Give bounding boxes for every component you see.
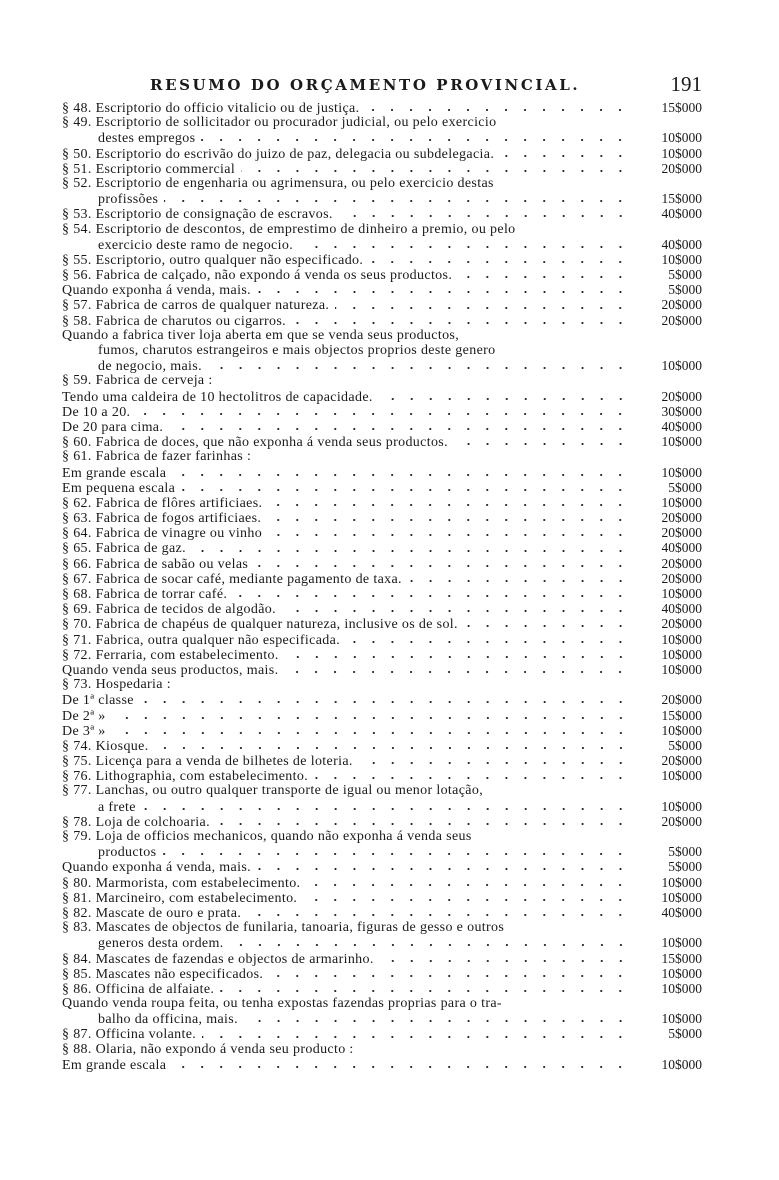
item-text: Em grande escala (62, 465, 167, 481)
list-item (62, 465, 702, 480)
dot-leader (454, 442, 630, 446)
item-amount: 40$000 (661, 206, 702, 222)
dot-leader (230, 943, 630, 947)
item-text: § 82. Mascate de ouro e prata. (62, 905, 242, 921)
list-item (62, 966, 702, 981)
list-item (62, 1011, 702, 1026)
list-item (62, 677, 702, 692)
dot-leader (268, 533, 630, 537)
list-item (62, 252, 702, 267)
list-item (62, 146, 702, 161)
item-text: § 74. Kiosque. (62, 738, 149, 754)
item-text: destes empregos (98, 131, 196, 147)
dot-leader (254, 564, 630, 568)
dot-leader (306, 883, 630, 887)
dot-leader (458, 275, 630, 279)
item-amount: 20$000 (661, 555, 702, 571)
list-item (62, 632, 702, 647)
item-text: § 67. Fabrica de socar café, mediante pagamento de taxa. (62, 571, 402, 587)
item-text: § 49. Escriptorio de sollicitador ou procurador judicial, ou pelo exercicio (62, 115, 497, 131)
item-text: § 83. Mascates de objectos de funilaria, tanoaria, figuras de gesso e outros (62, 920, 505, 936)
list-item (62, 1026, 702, 1041)
item-text: Quando a fabrica tiver loja aberta em que se venda seus productos, (62, 327, 460, 343)
dot-leader (268, 503, 630, 507)
dot-leader (169, 427, 630, 431)
item-text: § 59. Fabrica de cerveja : (62, 373, 213, 389)
item-text: a frete (98, 799, 136, 815)
list-item (62, 662, 702, 677)
dot-leader (292, 321, 630, 325)
item-text: § 62. Fabrica de flôres artificiaes. (62, 495, 263, 511)
list-item (62, 753, 702, 768)
list-item (62, 768, 702, 783)
item-amount: 10$000 (661, 631, 702, 647)
dot-leader (162, 852, 630, 856)
item-amount: 10$000 (661, 980, 702, 996)
item-amount: 30$000 (661, 403, 702, 419)
list-item (62, 951, 702, 966)
item-text: exercicio deste ramo de negocio. (98, 237, 294, 253)
list-item (62, 616, 702, 631)
item-text: fumos, charutos estrangeiros e mais objectos proprios deste genero (98, 343, 496, 358)
item-text: Quando venda roupa feita, ou tenha expostas fazendas proprias para o tra- (62, 996, 502, 1012)
list-item (62, 267, 702, 282)
item-text: § 57. Fabrica de carros de qualquer natureza. (62, 298, 330, 314)
list-item (62, 1057, 702, 1072)
item-amount: 20$000 (661, 388, 702, 404)
list-item (62, 1042, 702, 1057)
list-item (62, 237, 702, 252)
list-item (62, 525, 702, 540)
list-item (62, 586, 702, 601)
list-item (62, 297, 702, 312)
dot-leader (359, 761, 630, 765)
dot-leader (284, 670, 630, 674)
list-item (62, 222, 702, 237)
list-item (62, 115, 702, 130)
item-amount: 15$000 (661, 950, 702, 966)
dot-leader (314, 776, 630, 780)
item-text: § 58. Fabrica de charutos ou cigarros. (62, 313, 287, 329)
item-amount: 20$000 (661, 525, 702, 541)
dot-leader (216, 822, 630, 826)
item-amount: 10$000 (661, 130, 702, 146)
list-item (62, 814, 702, 829)
item-text: Tendo uma caldeira de 10 hectolitros de capacidade. (62, 389, 373, 405)
list-item (62, 540, 702, 555)
item-amount: 10$000 (661, 1011, 702, 1027)
list-item (62, 419, 702, 434)
item-amount: 20$000 (661, 570, 702, 586)
item-text: § 86. Officina de alfaiate. (62, 981, 215, 997)
item-amount: 10$000 (661, 434, 702, 450)
list-item (62, 890, 702, 905)
list-item (62, 495, 702, 510)
item-text: productos (98, 845, 157, 861)
dot-leader (365, 108, 630, 112)
dot-leader (155, 746, 630, 750)
item-text: § 78. Loja de colchoaria. (62, 814, 210, 830)
dot-leader (208, 366, 630, 370)
list-item (62, 571, 702, 586)
dot-leader (172, 473, 630, 477)
item-text: § 73. Hospedaria : (62, 677, 171, 693)
item-amount: 20$000 (661, 297, 702, 313)
item-amount: 20$000 (661, 510, 702, 526)
dot-leader (172, 1065, 630, 1069)
item-amount: 40$000 (661, 601, 702, 617)
item-amount: 10$000 (661, 935, 702, 951)
dot-leader (244, 1019, 630, 1023)
dot-leader (112, 716, 630, 720)
dot-leader (257, 290, 630, 294)
item-amount: 5$000 (668, 844, 702, 860)
list-item (62, 738, 702, 753)
dot-leader (140, 700, 630, 704)
item-text: § 85. Mascates não especificados. (62, 966, 264, 982)
item-amount: 10$000 (661, 586, 702, 601)
item-amount: 10$000 (661, 965, 702, 981)
list-item (62, 389, 702, 404)
list-item (62, 328, 702, 343)
item-text: § 80. Marmorista, com estabelecimento. (62, 875, 301, 891)
dot-leader (112, 731, 630, 735)
item-text: generos desta ordem. (98, 936, 224, 952)
item-text: § 63. Fabrica de fogos artificiaes. (62, 511, 262, 527)
item-text: Quando venda seus productos, mais. (62, 662, 279, 678)
list-item (62, 829, 702, 844)
item-amount: 10$000 (661, 494, 702, 510)
item-amount: 15$000 (661, 707, 702, 723)
list-item (62, 480, 702, 495)
dot-leader (269, 974, 630, 978)
list-item (62, 723, 702, 738)
item-amount: 40$000 (661, 236, 702, 252)
list-item (62, 783, 702, 798)
item-amount: 5$000 (668, 479, 702, 495)
item-amount: 10$000 (661, 646, 702, 662)
item-amount: 40$000 (661, 540, 702, 556)
item-text: § 68. Fabrica de torrar café. (62, 587, 228, 602)
item-amount: 5$000 (668, 267, 702, 283)
list-item (62, 556, 702, 571)
dot-leader (500, 154, 630, 158)
page-number: 191 (670, 72, 702, 96)
item-text: § 88. Olaria, não expondo á venda seu producto : (62, 1041, 354, 1057)
list-item (62, 799, 702, 814)
item-amount: 40$000 (661, 418, 702, 434)
item-amount: 5$000 (668, 859, 702, 875)
item-text: § 65. Fabrica de gaz. (62, 541, 186, 557)
item-amount: 5$000 (668, 1026, 702, 1042)
item-amount: 5$000 (668, 737, 702, 753)
item-text: § 60. Fabrica de doces, que não exponha á venda seus productos. (62, 435, 448, 451)
list-item (62, 358, 702, 373)
dot-leader (380, 959, 630, 963)
item-text: § 55. Escriptorio, outro qualquer não especificado. (62, 252, 364, 268)
dot-leader (408, 579, 630, 583)
dot-leader (379, 397, 630, 401)
item-amount: 20$000 (661, 312, 702, 328)
dot-leader (136, 412, 630, 416)
dot-leader (220, 989, 630, 993)
list-item (62, 601, 702, 616)
dot-leader (181, 488, 630, 492)
item-text: De 3ª » (62, 723, 106, 739)
item-text: Em grande escala (62, 1057, 167, 1073)
item-text: § 52. Escriptorio de engenharia ou agrimensura, ou pelo exercicio destas (62, 175, 494, 191)
item-amount: 10$000 (661, 251, 702, 267)
item-text: § 61. Fabrica de fazer farinhas : (62, 449, 252, 465)
item-text: § 70. Fabrica de chapéus de qualquer natureza, inclusive os de sol. (62, 617, 458, 633)
item-amount: 10$000 (661, 1056, 702, 1072)
dot-leader (202, 1035, 630, 1039)
item-amount: 20$000 (661, 692, 702, 708)
list-item (62, 844, 702, 859)
dot-leader (192, 549, 630, 553)
item-amount: 10$000 (661, 661, 702, 677)
item-text: § 53. Escriptorio de consignação de escravos. (62, 207, 333, 223)
item-text: De 20 para cima. (62, 419, 164, 435)
item-text: De 10 a 20. (62, 404, 131, 420)
item-text: Em pequena escala (62, 480, 176, 496)
list-item (62, 161, 702, 176)
dot-leader (339, 214, 630, 218)
list-item (62, 920, 702, 935)
list-item (62, 176, 702, 191)
item-text: Quando exponha á venda, mais. (62, 860, 251, 876)
item-text: § 56. Fabrica de calçado, não expondo á venda os seus productos. (62, 268, 453, 284)
item-amount: 10$000 (661, 358, 702, 374)
item-amount: 20$000 (661, 813, 702, 829)
item-amount: 10$000 (661, 889, 702, 905)
dot-leader (282, 609, 630, 613)
list-item (62, 859, 702, 874)
item-text: § 48. Escriptorio do officio vitalicio ou de justiça. (62, 101, 360, 116)
item-text: § 72. Ferraria, com estabelecimento. (62, 647, 279, 663)
list-item (62, 647, 702, 662)
list-item (62, 373, 702, 388)
dot-leader (164, 199, 630, 203)
list-item (62, 449, 702, 464)
item-amount: 10$000 (661, 874, 702, 890)
list-item (62, 434, 702, 449)
item-text: § 69. Fabrica de tecidos de algodão. (62, 602, 276, 618)
list-item (62, 191, 702, 206)
dot-leader (201, 138, 630, 142)
dot-leader (346, 640, 630, 644)
item-text: de negocio, mais. (98, 359, 202, 375)
item-text: § 54. Escriptorio de descontos, de emprestimo de dinheiro a premio, ou pelo (62, 221, 516, 237)
item-text: § 84. Mascates de fazendas e objectos de armarinho. (62, 951, 374, 967)
item-text: § 76. Lithographia, com estabelecimento. (62, 769, 309, 785)
dot-leader (299, 245, 630, 249)
dot-leader (257, 867, 630, 871)
item-text: § 87. Officina volante. (62, 1027, 197, 1043)
dot-leader (369, 260, 630, 264)
item-text: § 66. Fabrica de sabão ou velas (62, 556, 249, 572)
list-item (62, 100, 702, 115)
item-amount: 10$000 (661, 768, 702, 784)
item-text: Quando exponha á venda, mais. (62, 283, 251, 299)
item-amount: 40$000 (661, 904, 702, 920)
list-item (62, 905, 702, 920)
list-item (62, 935, 702, 950)
item-amount: 15$000 (661, 191, 702, 207)
dot-leader (233, 594, 630, 598)
item-text: De 2ª » (62, 708, 106, 724)
list-item (62, 996, 702, 1011)
item-amount: 10$000 (661, 798, 702, 814)
item-text: § 51. Escriptorio commercial (62, 161, 236, 177)
list-item (62, 510, 702, 525)
item-amount: 20$000 (661, 160, 702, 176)
list-item (62, 692, 702, 707)
item-amount: 20$000 (661, 753, 702, 769)
list-item (62, 981, 702, 996)
item-text: De 1ª classe (62, 693, 134, 709)
list-item (62, 206, 702, 221)
dot-leader (267, 518, 630, 522)
list-item (62, 313, 702, 328)
item-amount: 10$000 (661, 145, 702, 161)
item-text: balho da officina, mais. (98, 1012, 238, 1028)
item-text: profissões (98, 192, 159, 208)
list-item (62, 343, 702, 358)
dot-leader (285, 655, 630, 659)
item-text: § 81. Marcineiro, com estabelecimento. (62, 890, 298, 906)
dot-leader (464, 624, 630, 628)
dot-leader (303, 898, 630, 902)
item-amount: 10$000 (661, 464, 702, 480)
page-header (62, 72, 702, 96)
item-text: § 77. Lanchas, ou outro qualquer transporte de igual ou menor lotação, (62, 783, 484, 799)
item-text: § 71. Fabrica, outra qualquer não especificada. (62, 632, 341, 648)
dot-leader (241, 169, 630, 173)
list-item (62, 282, 702, 297)
dot-leader (335, 306, 630, 310)
list-item (62, 404, 702, 419)
dot-leader (247, 913, 630, 917)
item-text: § 75. Licença para a venda de bilhetes de loteria. (62, 754, 353, 770)
dot-leader (142, 807, 630, 811)
item-amount: 20$000 (661, 616, 702, 632)
budget-list (62, 100, 702, 1072)
item-text: § 50. Escriptorio do escrivão do juizo de paz, delegacia ou subdelegacia. (62, 146, 495, 162)
list-item (62, 130, 702, 145)
list-item (62, 875, 702, 890)
list-item (62, 708, 702, 723)
page-title: RESUMO DO ORÇAMENTO PROVINCIAL. (150, 76, 581, 94)
item-amount: 15$000 (661, 100, 702, 115)
item-text: § 64. Fabrica de vinagre ou vinho (62, 526, 263, 542)
item-amount: 5$000 (668, 282, 702, 298)
item-amount: 10$000 (661, 722, 702, 738)
item-text: § 79. Loja de officios mechanicos, quando não exponha á venda seus (62, 829, 472, 844)
